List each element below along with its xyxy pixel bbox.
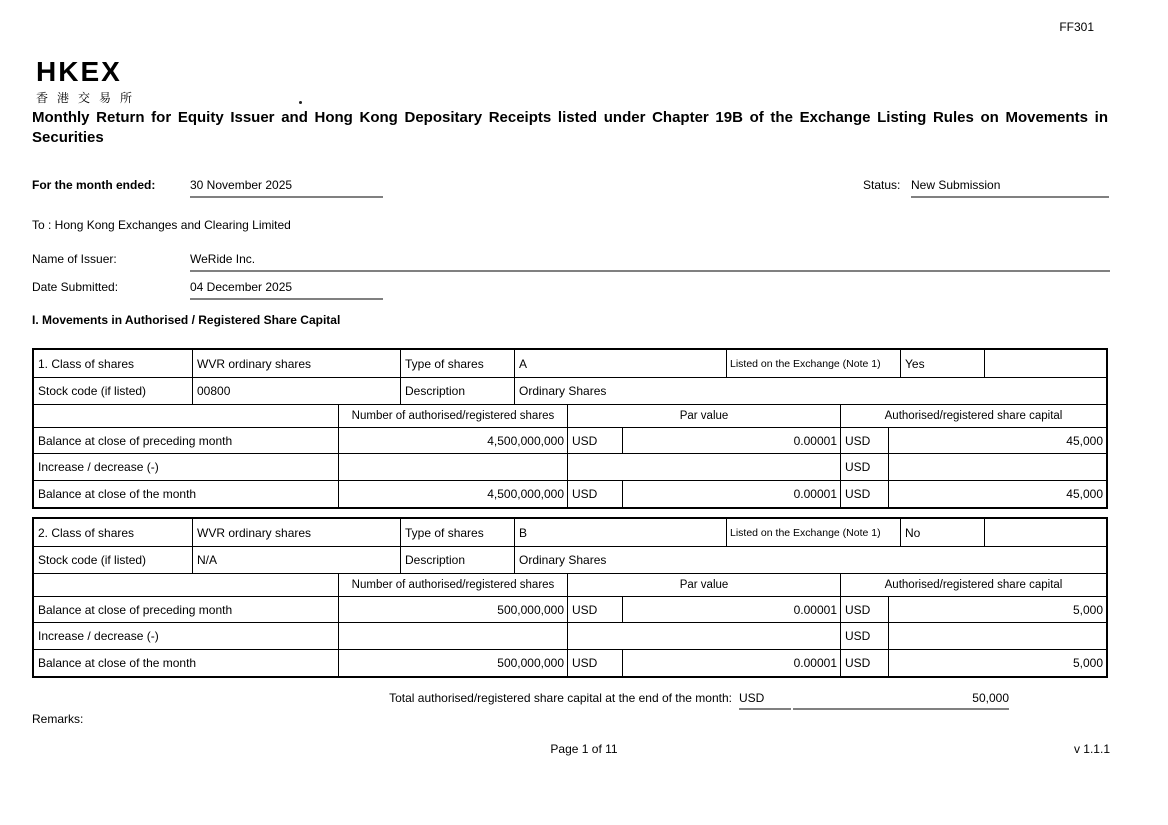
row-label-cell: Balance at close of the month	[38, 656, 197, 670]
addressee-line: To : Hong Kong Exchanges and Clearing Limited	[32, 218, 291, 232]
par-value-merged-cell	[567, 454, 840, 480]
capital-currency-cell: USD	[840, 454, 888, 480]
capital-value-cell	[888, 623, 1106, 649]
date-submitted-value: 04 December 2025	[190, 280, 383, 300]
capital-value-cell: 45,000	[888, 428, 1106, 453]
listed-on-exchange-value-cell: No	[900, 519, 984, 546]
type-of-shares-label-cell: Type of shares	[400, 350, 514, 377]
page-title-line1: Monthly Return for Equity Issuer and Hong Kong Depositary Receipts listed under Chapter 19B of the Exchange Listing Rules on Movements in	[32, 109, 1108, 126]
shares-number-cell: 500,000,000	[338, 650, 567, 676]
capital-column-header: Authorised/registered share capital	[840, 405, 1106, 427]
capital-currency-cell: USD	[840, 650, 888, 676]
capital-currency-cell: USD	[840, 428, 888, 453]
par-currency-cell: USD	[567, 650, 622, 676]
par-value-merged-cell	[567, 623, 840, 649]
class-of-shares-value-cell: WVR ordinary shares	[192, 350, 400, 377]
empty-cell	[984, 519, 1106, 546]
listed-on-exchange-value-cell: Yes	[900, 350, 984, 377]
par-value-cell: 0.00001	[622, 481, 840, 507]
capital-column-header: Authorised/registered share capital	[840, 574, 1106, 596]
total-capital-currency: USD	[739, 691, 791, 710]
status-label: Status:	[863, 178, 901, 192]
capital-currency-cell: USD	[840, 623, 888, 649]
balance-close-row	[34, 649, 1106, 676]
capital-value-cell: 5,000	[888, 597, 1106, 622]
share-class-2-table	[32, 517, 1108, 678]
issuer-name-value: WeRide Inc.	[190, 252, 1110, 272]
type-of-shares-value-cell: B	[514, 519, 726, 546]
date-submitted-label: Date Submitted:	[32, 280, 119, 294]
total-capital-value: 50,000	[793, 691, 1009, 710]
increase-decrease-row	[34, 453, 1106, 480]
par-value-column-header: Par value	[567, 405, 840, 427]
issuer-name-label: Name of Issuer:	[32, 252, 117, 266]
type-of-shares-value-cell: A	[514, 350, 726, 377]
form-code: FF301	[1059, 20, 1094, 34]
par-value-cell: 0.00001	[622, 428, 840, 453]
row-label-cell: Increase / decrease (-)	[38, 460, 159, 474]
par-currency-cell: USD	[567, 481, 622, 507]
class-info-row	[34, 350, 1106, 377]
balance-preceding-row	[34, 596, 1106, 622]
row-label-cell: Increase / decrease (-)	[38, 629, 159, 643]
description-value-cell: Ordinary Shares	[514, 378, 1106, 404]
share-class-1-table	[32, 348, 1108, 509]
class-info-row	[34, 519, 1106, 546]
stock-code-value-cell: 00800	[192, 378, 400, 404]
column-header-row	[34, 404, 1106, 427]
increase-decrease-row	[34, 622, 1106, 649]
row-label-cell: Balance at close of the month	[38, 487, 197, 501]
dot-artifact	[299, 101, 302, 104]
empty-cell	[984, 350, 1106, 377]
hkex-logo-text: HKEX	[36, 56, 122, 87]
listed-on-exchange-label-cell: Listed on the Exchange (Note 1)	[726, 350, 900, 377]
class-of-shares-label-cell: 1. Class of shares	[38, 356, 135, 371]
par-currency-cell: USD	[567, 597, 622, 622]
balance-preceding-row	[34, 427, 1106, 453]
capital-value-cell	[888, 454, 1106, 480]
stock-code-label-cell: Stock code (if listed)	[38, 384, 147, 398]
description-label-cell: Description	[400, 378, 514, 404]
class-of-shares-value-cell: WVR ordinary shares	[192, 519, 400, 546]
capital-value-cell: 5,000	[888, 650, 1106, 676]
listed-on-exchange-label-cell: Listed on the Exchange (Note 1)	[726, 519, 900, 546]
description-label-cell: Description	[400, 547, 514, 573]
shares-column-header: Number of authorised/registered shares	[338, 405, 567, 427]
stock-code-label-cell: Stock code (if listed)	[38, 553, 147, 567]
version-label: v 1.1.1	[1073, 742, 1110, 756]
total-capital-label: Total authorised/registered share capital at the end of the month:	[389, 691, 732, 705]
hkex-logo-chinese: 香港交易所	[36, 91, 142, 105]
stock-code-row	[34, 546, 1106, 573]
row-label-cell: Balance at close of preceding month	[38, 433, 233, 448]
par-value-cell: 0.00001	[622, 650, 840, 676]
shares-number-cell: 4,500,000,000	[338, 481, 567, 507]
status-value: New Submission	[911, 178, 1109, 198]
type-of-shares-label-cell: Type of shares	[400, 519, 514, 546]
shares-number-cell: 500,000,000	[338, 597, 567, 622]
page-number: Page 1 of 11	[550, 742, 618, 756]
par-value-cell: 0.00001	[622, 597, 840, 622]
stock-code-value-cell: N/A	[192, 547, 400, 573]
shares-number-cell	[338, 454, 567, 480]
row-label-cell: Balance at close of preceding month	[38, 602, 233, 617]
empty-cell	[34, 405, 338, 427]
page-title-line2: Securities	[32, 128, 104, 146]
remarks-label: Remarks:	[32, 712, 84, 726]
shares-column-header: Number of authorised/registered shares	[338, 574, 567, 596]
month-ended-label: For the month ended:	[32, 178, 156, 192]
stock-code-row	[34, 377, 1106, 404]
hkex-logo	[36, 58, 141, 106]
total-capital-row	[32, 691, 1108, 710]
capital-currency-cell: USD	[840, 481, 888, 507]
capital-currency-cell: USD	[840, 597, 888, 622]
class-of-shares-label-cell: 2. Class of shares	[38, 525, 135, 540]
empty-cell	[34, 574, 338, 596]
capital-value-cell: 45,000	[888, 481, 1106, 507]
page-title	[32, 108, 1108, 147]
section-1-heading: I. Movements in Authorised / Registered Share Capital	[32, 313, 341, 327]
shares-number-cell: 4,500,000,000	[338, 428, 567, 453]
par-currency-cell: USD	[567, 428, 622, 453]
month-ended-value: 30 November 2025	[190, 178, 383, 198]
shares-number-cell	[338, 623, 567, 649]
par-value-column-header: Par value	[567, 574, 840, 596]
balance-close-row	[34, 480, 1106, 507]
description-value-cell: Ordinary Shares	[514, 547, 1106, 573]
column-header-row	[34, 573, 1106, 596]
